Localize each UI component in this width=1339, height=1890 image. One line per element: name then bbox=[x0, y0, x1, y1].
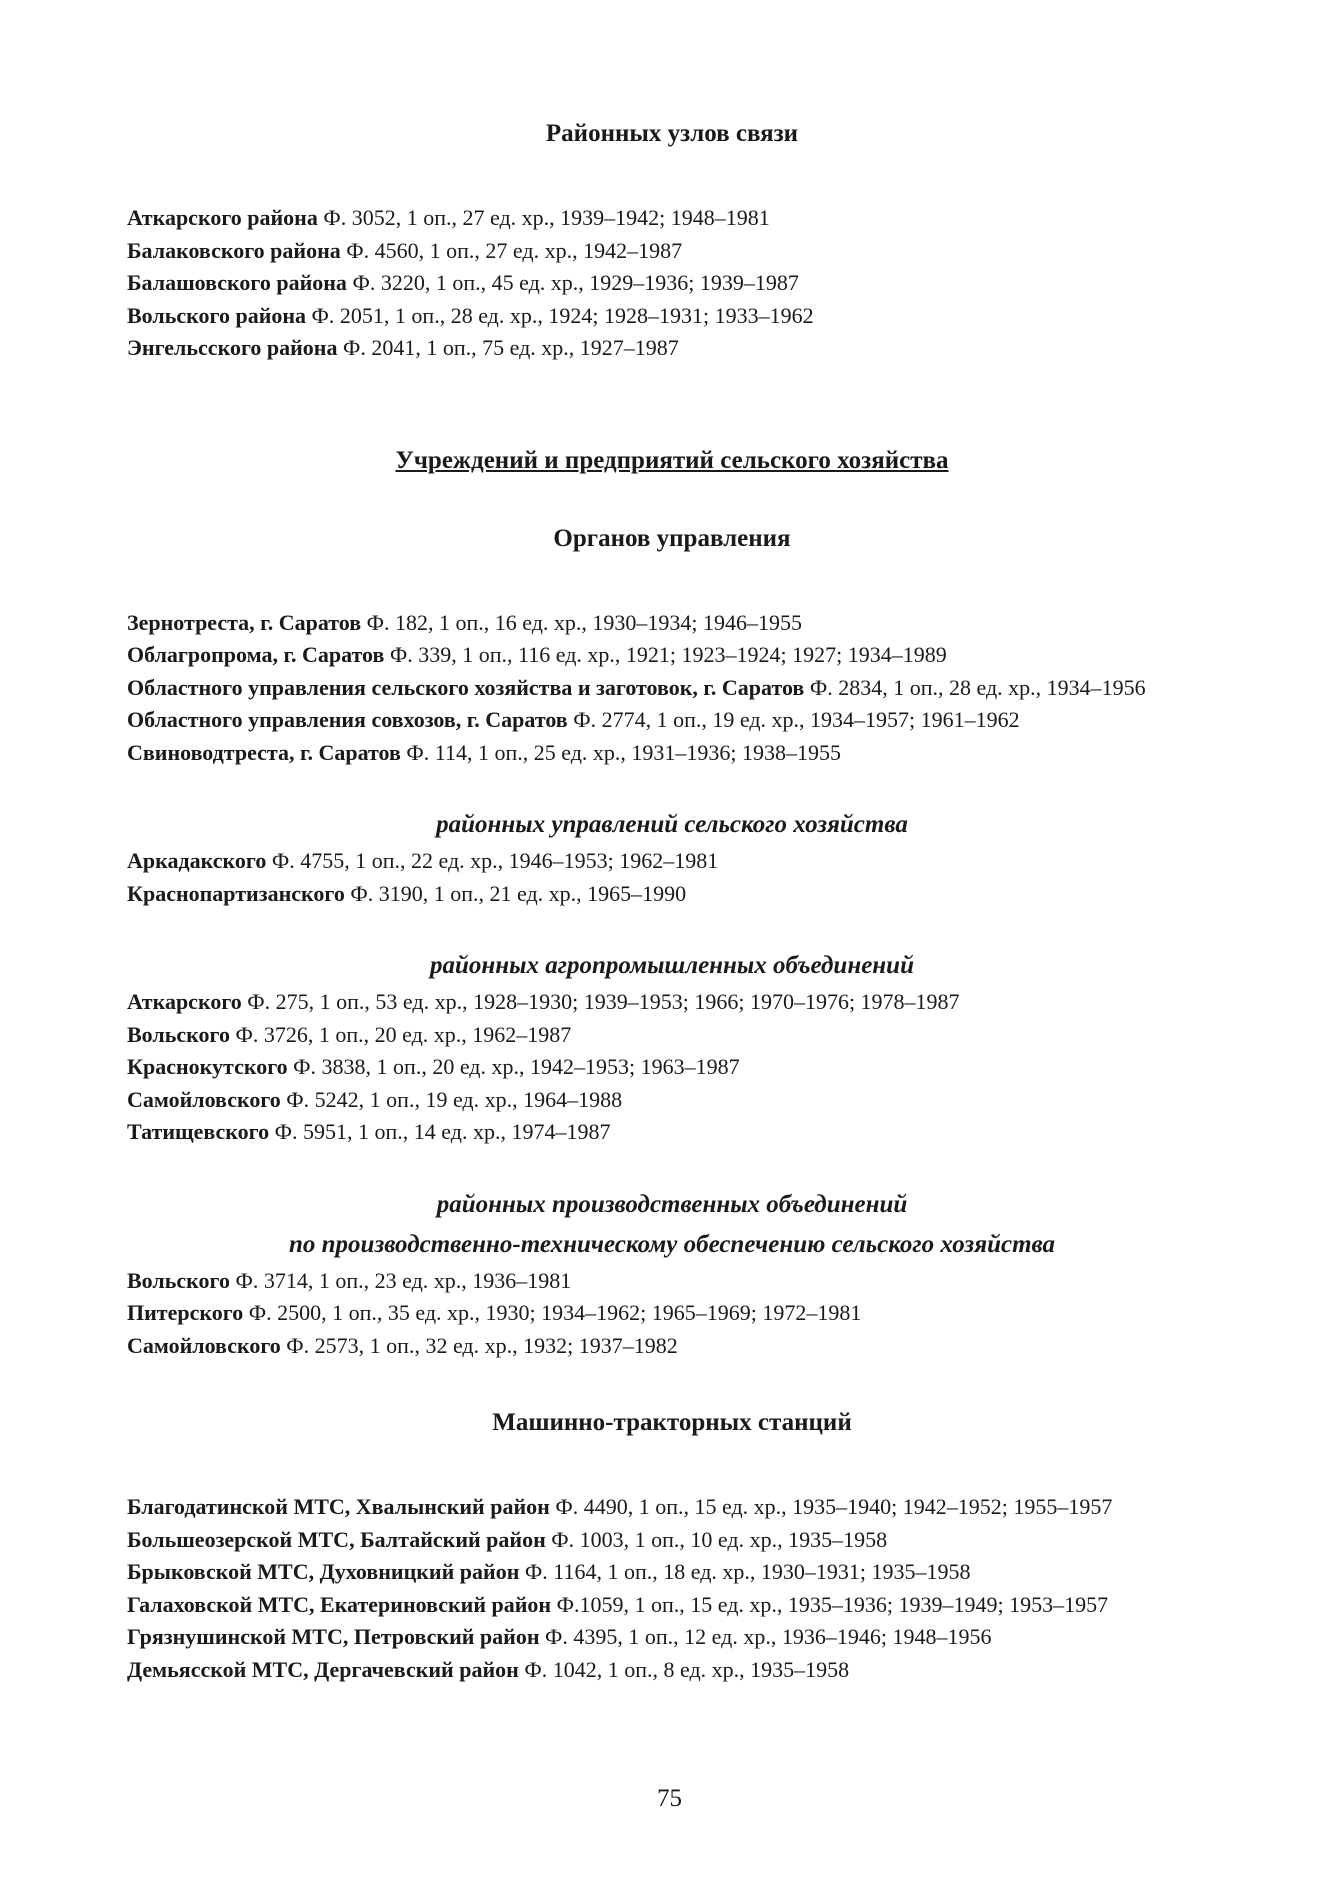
entry-name: Большеозерской МТС, Балтайский район bbox=[127, 1526, 546, 1552]
entry-details: Ф. 1003, 1 оп., 10 ед. хр., 1935–1958 bbox=[545, 1526, 888, 1552]
list-item bbox=[127, 1589, 1217, 1622]
list-item bbox=[127, 1524, 1217, 1557]
entry-name: Демьясской МТС, Дергачевский район bbox=[127, 1656, 519, 1682]
entry-list-agroindustrial bbox=[127, 986, 1217, 1149]
entry-name: Благодатинской МТС, Хвалынский район bbox=[127, 1494, 550, 1519]
entry-details: Ф. 2500, 1 оп., 35 ед. хр., 1930; 1934–1962; 1965–1969; 1972–1981 bbox=[243, 1300, 862, 1325]
list-item bbox=[127, 639, 1217, 672]
list-item bbox=[127, 672, 1217, 705]
entry-details: Ф. 3714, 1 оп., 23 ед. хр., 1936–1981 bbox=[229, 1267, 572, 1293]
subheading-district-agriculture-departments: районных управлений сельского хозяйства bbox=[436, 811, 908, 838]
entry-details: Ф. 182, 1 оп., 16 ед. хр., 1930–1934; 1946–1955 bbox=[361, 609, 803, 635]
entry-name: Аткарского района bbox=[127, 205, 318, 230]
entry-name: Областного управления сельского хозяйства и заготовок, г. Саратов bbox=[127, 674, 805, 700]
entry-list-district-departments bbox=[127, 845, 1217, 910]
entry-name: Вольского района bbox=[127, 302, 307, 328]
list-item bbox=[127, 1621, 1217, 1654]
entry-details: Ф. 2774, 1 оп., 19 ед. хр., 1934–1957; 1961–1962 bbox=[567, 707, 1020, 732]
entry-details: Ф.1059, 1 оп., 15 ед. хр., 1935–1936; 1939–1949; 1953–1957 bbox=[551, 1591, 1109, 1617]
entry-list-communication bbox=[127, 202, 1217, 365]
list-item bbox=[127, 235, 1217, 268]
entry-details: Ф. 4755, 1 оп., 22 ед. хр., 1946–1953; 1962–1981 bbox=[266, 848, 719, 873]
list-item bbox=[127, 704, 1217, 737]
entry-details: Ф. 1164, 1 оп., 18 ед. хр., 1930–1931; 1935–1958 bbox=[519, 1559, 971, 1584]
list-item bbox=[127, 607, 1217, 640]
list-item bbox=[127, 878, 1217, 911]
entry-details: Ф. 275, 1 оп., 53 ед. хр., 1928–1930; 1939–1953; 1966; 1970–1976; 1978–1987 bbox=[241, 989, 960, 1014]
list-item bbox=[127, 1116, 1217, 1149]
list-item bbox=[127, 737, 1217, 770]
entry-details: Ф. 339, 1 оп., 116 ед. хр., 1921; 1923–1924; 1927; 1934–1989 bbox=[384, 642, 947, 667]
entry-name: Татищевского bbox=[127, 1119, 270, 1144]
entry-list-mts bbox=[127, 1491, 1217, 1686]
entry-name: Вольского bbox=[127, 1267, 230, 1293]
entry-details: Ф. 5242, 1 оп., 19 ед. хр., 1964–1988 bbox=[280, 1086, 623, 1112]
entry-details: Ф. 4560, 1 оп., 27 ед. хр., 1942–1987 bbox=[340, 237, 683, 263]
entry-name: Краснопартизанского bbox=[127, 880, 345, 906]
list-item bbox=[127, 1051, 1217, 1084]
document-page bbox=[127, 118, 1217, 1686]
list-item bbox=[127, 300, 1217, 333]
entry-details: Ф. 4395, 1 оп., 12 ед. хр., 1936–1946; 1948–1956 bbox=[539, 1624, 992, 1649]
entry-name: Брыковской МТС, Духовницкий район bbox=[127, 1559, 520, 1584]
list-item bbox=[127, 267, 1217, 300]
entry-name: Галаховской МТС, Екатериновский район bbox=[127, 1591, 552, 1617]
heading-district-communication-nodes: Районных узлов связи bbox=[545, 120, 799, 147]
subheading-district-agroindustrial-associations: районных агропромышленных объединений bbox=[430, 952, 914, 979]
entry-details: Ф. 3190, 1 оп., 21 ед. хр., 1965–1990 bbox=[344, 880, 687, 906]
entry-details: Ф. 114, 1 оп., 25 ед. хр., 1931–1936; 1938–1955 bbox=[400, 739, 842, 765]
entry-name: Областного управления совхозов, г. Саратов bbox=[127, 707, 568, 732]
entry-details: Ф. 3220, 1 оп., 45 ед. хр., 1929–1936; 1939–1987 bbox=[346, 270, 799, 295]
list-item bbox=[127, 202, 1217, 235]
entry-details: Ф. 3726, 1 оп., 20 ед. хр., 1962–1987 bbox=[229, 1021, 572, 1047]
entry-details: Ф. 2573, 1 оп., 32 ед. хр., 1932; 1937–1982 bbox=[280, 1332, 678, 1358]
subheading-technical-support: по производственно-техническому обеспечению сельского хозяйства bbox=[288, 1230, 1056, 1258]
list-item bbox=[127, 1491, 1217, 1524]
entry-name: Самойловского bbox=[127, 1332, 281, 1358]
entry-name: Грязнушинской МТС, Петровский район bbox=[127, 1624, 540, 1649]
list-item bbox=[127, 1297, 1217, 1330]
entry-name: Зернотреста, г. Саратов bbox=[127, 609, 362, 635]
entry-name: Аткарского bbox=[127, 989, 242, 1014]
entry-name: Энгельсского района bbox=[127, 335, 338, 360]
list-item bbox=[127, 1654, 1217, 1687]
entry-details: Ф. 3052, 1 оп., 27 ед. хр., 1939–1942; 1948–1981 bbox=[317, 205, 770, 230]
entry-details: Ф. 1042, 1 оп., 8 ед. хр., 1935–1958 bbox=[518, 1656, 850, 1682]
entry-details: Ф. 5951, 1 оп., 14 ед. хр., 1974–1987 bbox=[269, 1119, 611, 1144]
entry-details: Ф. 3838, 1 оп., 20 ед. хр., 1942–1953; 1963–1987 bbox=[287, 1054, 740, 1079]
entry-name: Балаковского района bbox=[127, 237, 341, 263]
subheading-district-production-associations: районных производственных объединений bbox=[436, 1190, 908, 1218]
entry-name: Вольского bbox=[127, 1021, 230, 1047]
list-item bbox=[127, 1556, 1217, 1589]
entry-list-management bbox=[127, 607, 1217, 770]
heading-agriculture-institutions: Учреждений и предприятий сельского хозяйства bbox=[395, 446, 949, 474]
list-item bbox=[127, 332, 1217, 365]
heading-machine-tractor-stations: Машинно-тракторных станций bbox=[492, 1409, 852, 1436]
entry-name: Аркадакского bbox=[127, 848, 267, 873]
entry-name: Самойловского bbox=[127, 1086, 281, 1112]
list-item bbox=[127, 1084, 1217, 1117]
list-item bbox=[127, 1330, 1217, 1363]
list-item bbox=[127, 845, 1217, 878]
list-item bbox=[127, 986, 1217, 1019]
entry-name: Балашовского района bbox=[127, 270, 347, 295]
heading-management-bodies: Органов управления bbox=[553, 524, 791, 552]
list-item bbox=[127, 1265, 1217, 1298]
entry-details: Ф. 4490, 1 оп., 15 ед. хр., 1935–1940; 1942–1952; 1955–1957 bbox=[549, 1494, 1113, 1519]
entry-name: Свиноводтреста, г. Саратов bbox=[127, 739, 401, 765]
entry-name: Облагропрома, г. Саратов bbox=[127, 642, 385, 667]
entry-name: Краснокутского bbox=[127, 1054, 288, 1079]
entry-name: Питерского bbox=[127, 1300, 244, 1325]
entry-details: Ф. 2041, 1 оп., 75 ед. хр., 1927–1987 bbox=[337, 335, 679, 360]
page-number: 75 bbox=[657, 1785, 682, 1812]
entry-details: Ф. 2051, 1 оп., 28 ед. хр., 1924; 1928–1931; 1933–1962 bbox=[306, 302, 814, 328]
entry-details: Ф. 2834, 1 оп., 28 ед. хр., 1934–1956 bbox=[804, 674, 1146, 700]
list-item bbox=[127, 1019, 1217, 1052]
entry-list-production-associations bbox=[127, 1265, 1217, 1363]
